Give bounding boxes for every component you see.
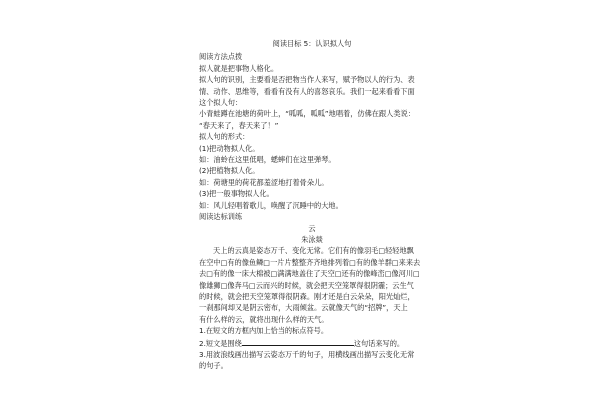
passage-line-4: 像雄狮□像奔马□云而兴的时候，就会把天空笼罩得很阴霾；云生气 — [199, 280, 414, 290]
form-label-3: (3)把一般事物拟人化。 — [199, 189, 274, 199]
passage-author: 朱泳燚 — [301, 234, 323, 244]
passage-line-7: 有什么样的云，就将出现什么样的天气。 — [199, 314, 329, 324]
question-2-suffix: 这句话来写的。 — [353, 338, 405, 348]
form-example-1: 如：油蛉在这里低唱，蟋蟀们在这里弹琴。 — [199, 155, 336, 165]
question-3-line-1: 3.用波浪线画出描写云姿态万千的句子，用横线画出描写云变化无常 — [199, 349, 415, 359]
question-2-prefix: 2.短文是围绕 — [199, 338, 242, 348]
answer-blank[interactable] — [242, 337, 354, 346]
form-example-2: 如：荷塘里的荷花都羞涩地打着骨朵儿。 — [199, 177, 329, 187]
question-3-line-2: 的句子。 — [199, 361, 228, 371]
document-title: 阅读目标 5：认识拟人句 — [272, 39, 352, 48]
passage-title: 云 — [308, 223, 316, 233]
form-label-1: (1)把动物拟人化。 — [199, 143, 260, 153]
section-heading-training: 阅读达标训练 — [199, 212, 243, 222]
definition-line: 拟人就是把事物人格化。 — [199, 63, 279, 73]
question-1: 1.在短文的方框内加上恰当的标点符号。 — [199, 326, 329, 336]
passage-line-5: 的时候，就会把天空笼罩得很阴森。刚才还是白云朵朵，阳光灿烂， — [199, 291, 415, 301]
section-heading-method: 阅读方法点拨 — [199, 52, 243, 62]
explanation-line-2: 情、动作、思维等，看看有没有人的喜怒哀乐。我们一起来看看下面 — [199, 86, 415, 96]
question-2 — [199, 337, 425, 349]
form-example-3: 如：风儿轻唱着歌儿，唤醒了沉睡中的大地。 — [199, 200, 343, 210]
passage-line-1: 天上的云真是姿态万千、变化无常。它们有的像羽毛□轻轻地飘 — [213, 246, 414, 256]
example-line-1: 小青蛙蹲在池塘的荷叶上，“呱呱，呱呱”地唱着，仿佛在跟人类说： — [199, 109, 415, 119]
example-line-2: “春天来了，春天来了！” — [199, 120, 279, 130]
forms-heading: 拟人句的形式： — [199, 132, 250, 142]
explanation-line-1: 拟人句的识别，主要看是否把物当作人来写，赋予物以人的行为、表 — [199, 75, 415, 85]
document-page — [199, 38, 425, 372]
passage-line-6: 一刹那间却又是阴云密布，大雨倾盆。云就像天气的“招牌”，天上 — [199, 303, 408, 313]
form-label-2: (2)把植物拟人化。 — [199, 166, 260, 176]
passage-line-3: 去□有的像一床大棉被□满满地盖住了天空□还有的像峰峦□像河川□ — [199, 269, 420, 279]
explanation-line-3: 这个拟人句： — [199, 98, 243, 108]
passage-line-2: 在空中□有的像鱼鳞□一片片整整齐齐地排列着□有的像羊群□来来去 — [199, 257, 421, 267]
